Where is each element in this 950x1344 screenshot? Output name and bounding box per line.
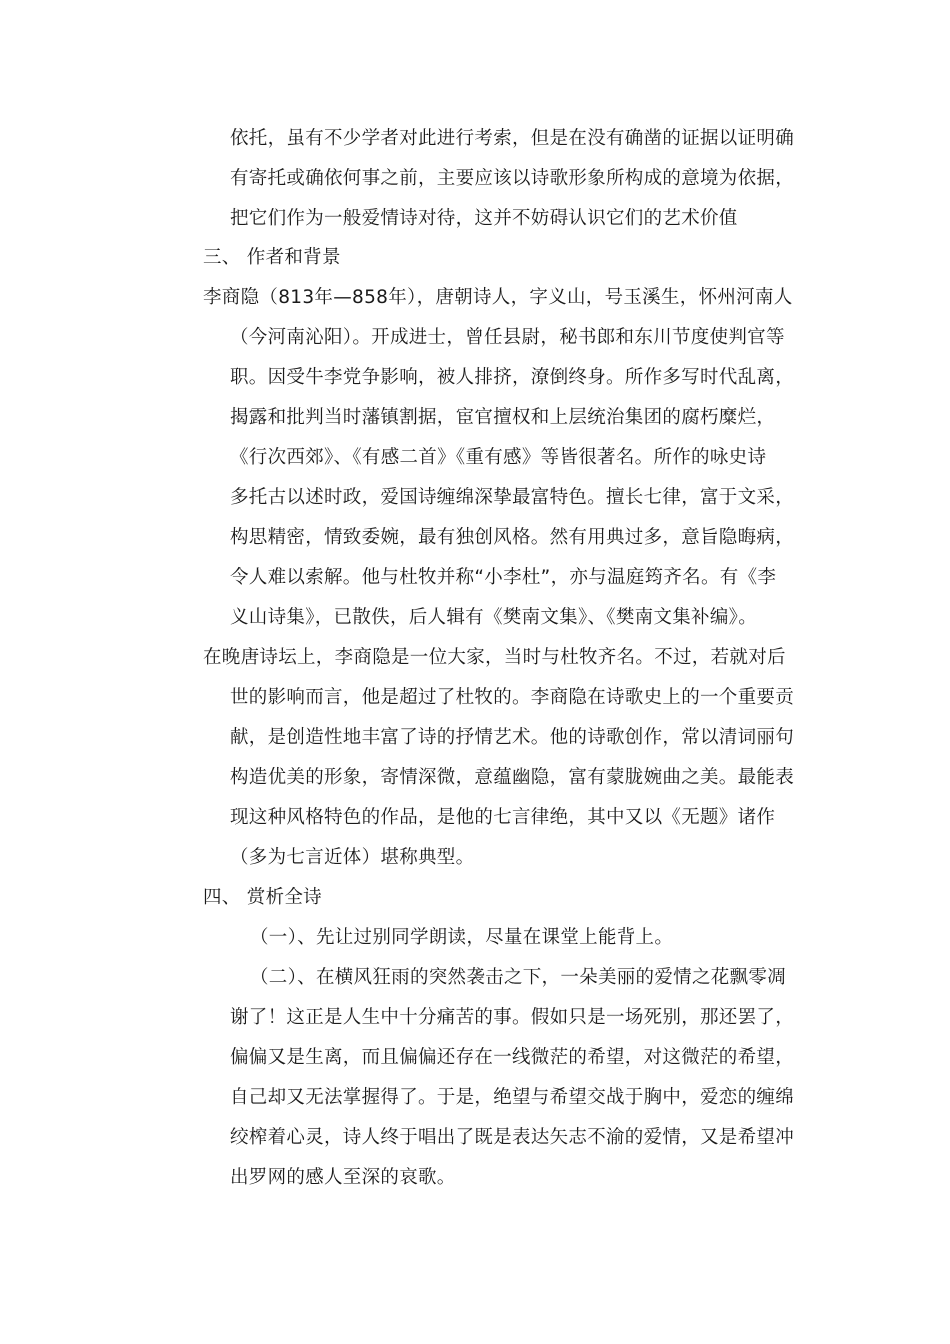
paragraph-line: 依托，虽有不少学者对此进行考索，但是在没有确凿的证据以证明确 [230,128,795,149]
paragraph-line: （一）、先让过别同学朗读，尽量在课堂上能背上。 [250,927,674,948]
paragraph-line: 揭露和批判当时藩镇割据，宦官擅权和上层统治集团的腐朽糜烂， [230,407,776,428]
section-heading-appreciation: 四、 赏析全诗 [203,887,322,908]
paragraph-line: 有寄托或确依何事之前，主要应该以诗歌形象所构成的意境为依据， [230,168,795,189]
paragraph-line: 自己却又无法掌握得了。于是，绝望与希望交战于胸中，爱恋的缠绵 [230,1087,795,1108]
paragraph-line: 职。因受牛李党争影响，被人排挤，潦倒终身。所作多写时代乱离， [230,367,795,388]
paragraph-line: （今河南沁阳）。开成进士，曾任县尉，秘书郎和东川节度使判官等 [230,327,785,348]
paragraph-line: 出罗网的感人至深的哀歌。 [230,1167,456,1188]
paragraph-line: 《行次西郊》、《有感二首》《重有感》等皆很著名。所作的咏史诗 [230,447,767,468]
paragraph-line: 义山诗集》，已散佚，后人辑有《樊南文集》、《樊南文集补编》。 [230,607,758,628]
paragraph-line: 现这种风格特色的作品，是他的七言律绝，其中又以《无题》诸作 [230,807,776,828]
paragraph-line: 绞榨着心灵，诗人终于唱出了既是表达矢志不渝的爱情，又是希望冲 [230,1127,795,1148]
paragraph-line: 构思精密，情致委婉，最有独创风格。然有用典过多，意旨隐晦病， [230,527,795,548]
paragraph-line: 献，是创造性地丰富了诗的抒情艺术。他的诗歌创作，常以清词丽句 [230,727,795,748]
paragraph-line: 在晚唐诗坛上，李商隐是一位大家，当时与杜牧齐名。不过，若就对后 [203,647,786,668]
paragraph-line: 多托古以述时政，爱国诗缠绵深挚最富特色。擅长七律，富于文采， [230,487,795,508]
paragraph-line: 令人难以索解。他与杜牧并称“小李杜”，亦与温庭筠齐名。有《李 [230,567,777,588]
paragraph-line: 世的影响而言，他是超过了杜牧的。李商隐在诗歌史上的一个重要贡 [230,687,795,708]
paragraph-line: 李商隐（813年—858年），唐朝诗人，字义山，号玉溪生，怀州河南人 [203,287,793,308]
paragraph-line: 把它们作为一般爱情诗对待，这并不妨碍认识它们的艺术价值 [230,208,738,229]
paragraph-line: 谢了！这正是人生中十分痛苦的事。假如只是一场死别，那还罢了， [230,1007,795,1028]
paragraph-line: 偏偏又是生离，而且偏偏还存在一线微茫的希望，对这微茫的希望， [230,1047,795,1068]
section-heading-author-background: 三、 作者和背景 [203,247,341,268]
paragraph-line: 构造优美的形象，寄情深微，意蕴幽隐，富有蒙胧婉曲之美。最能表 [230,767,795,788]
paragraph-line: （多为七言近体）堪称典型。 [230,847,475,868]
paragraph-line: （二）、在横风狂雨的突然袭击之下，一朵美丽的爱情之花飘零凋 [250,967,786,988]
